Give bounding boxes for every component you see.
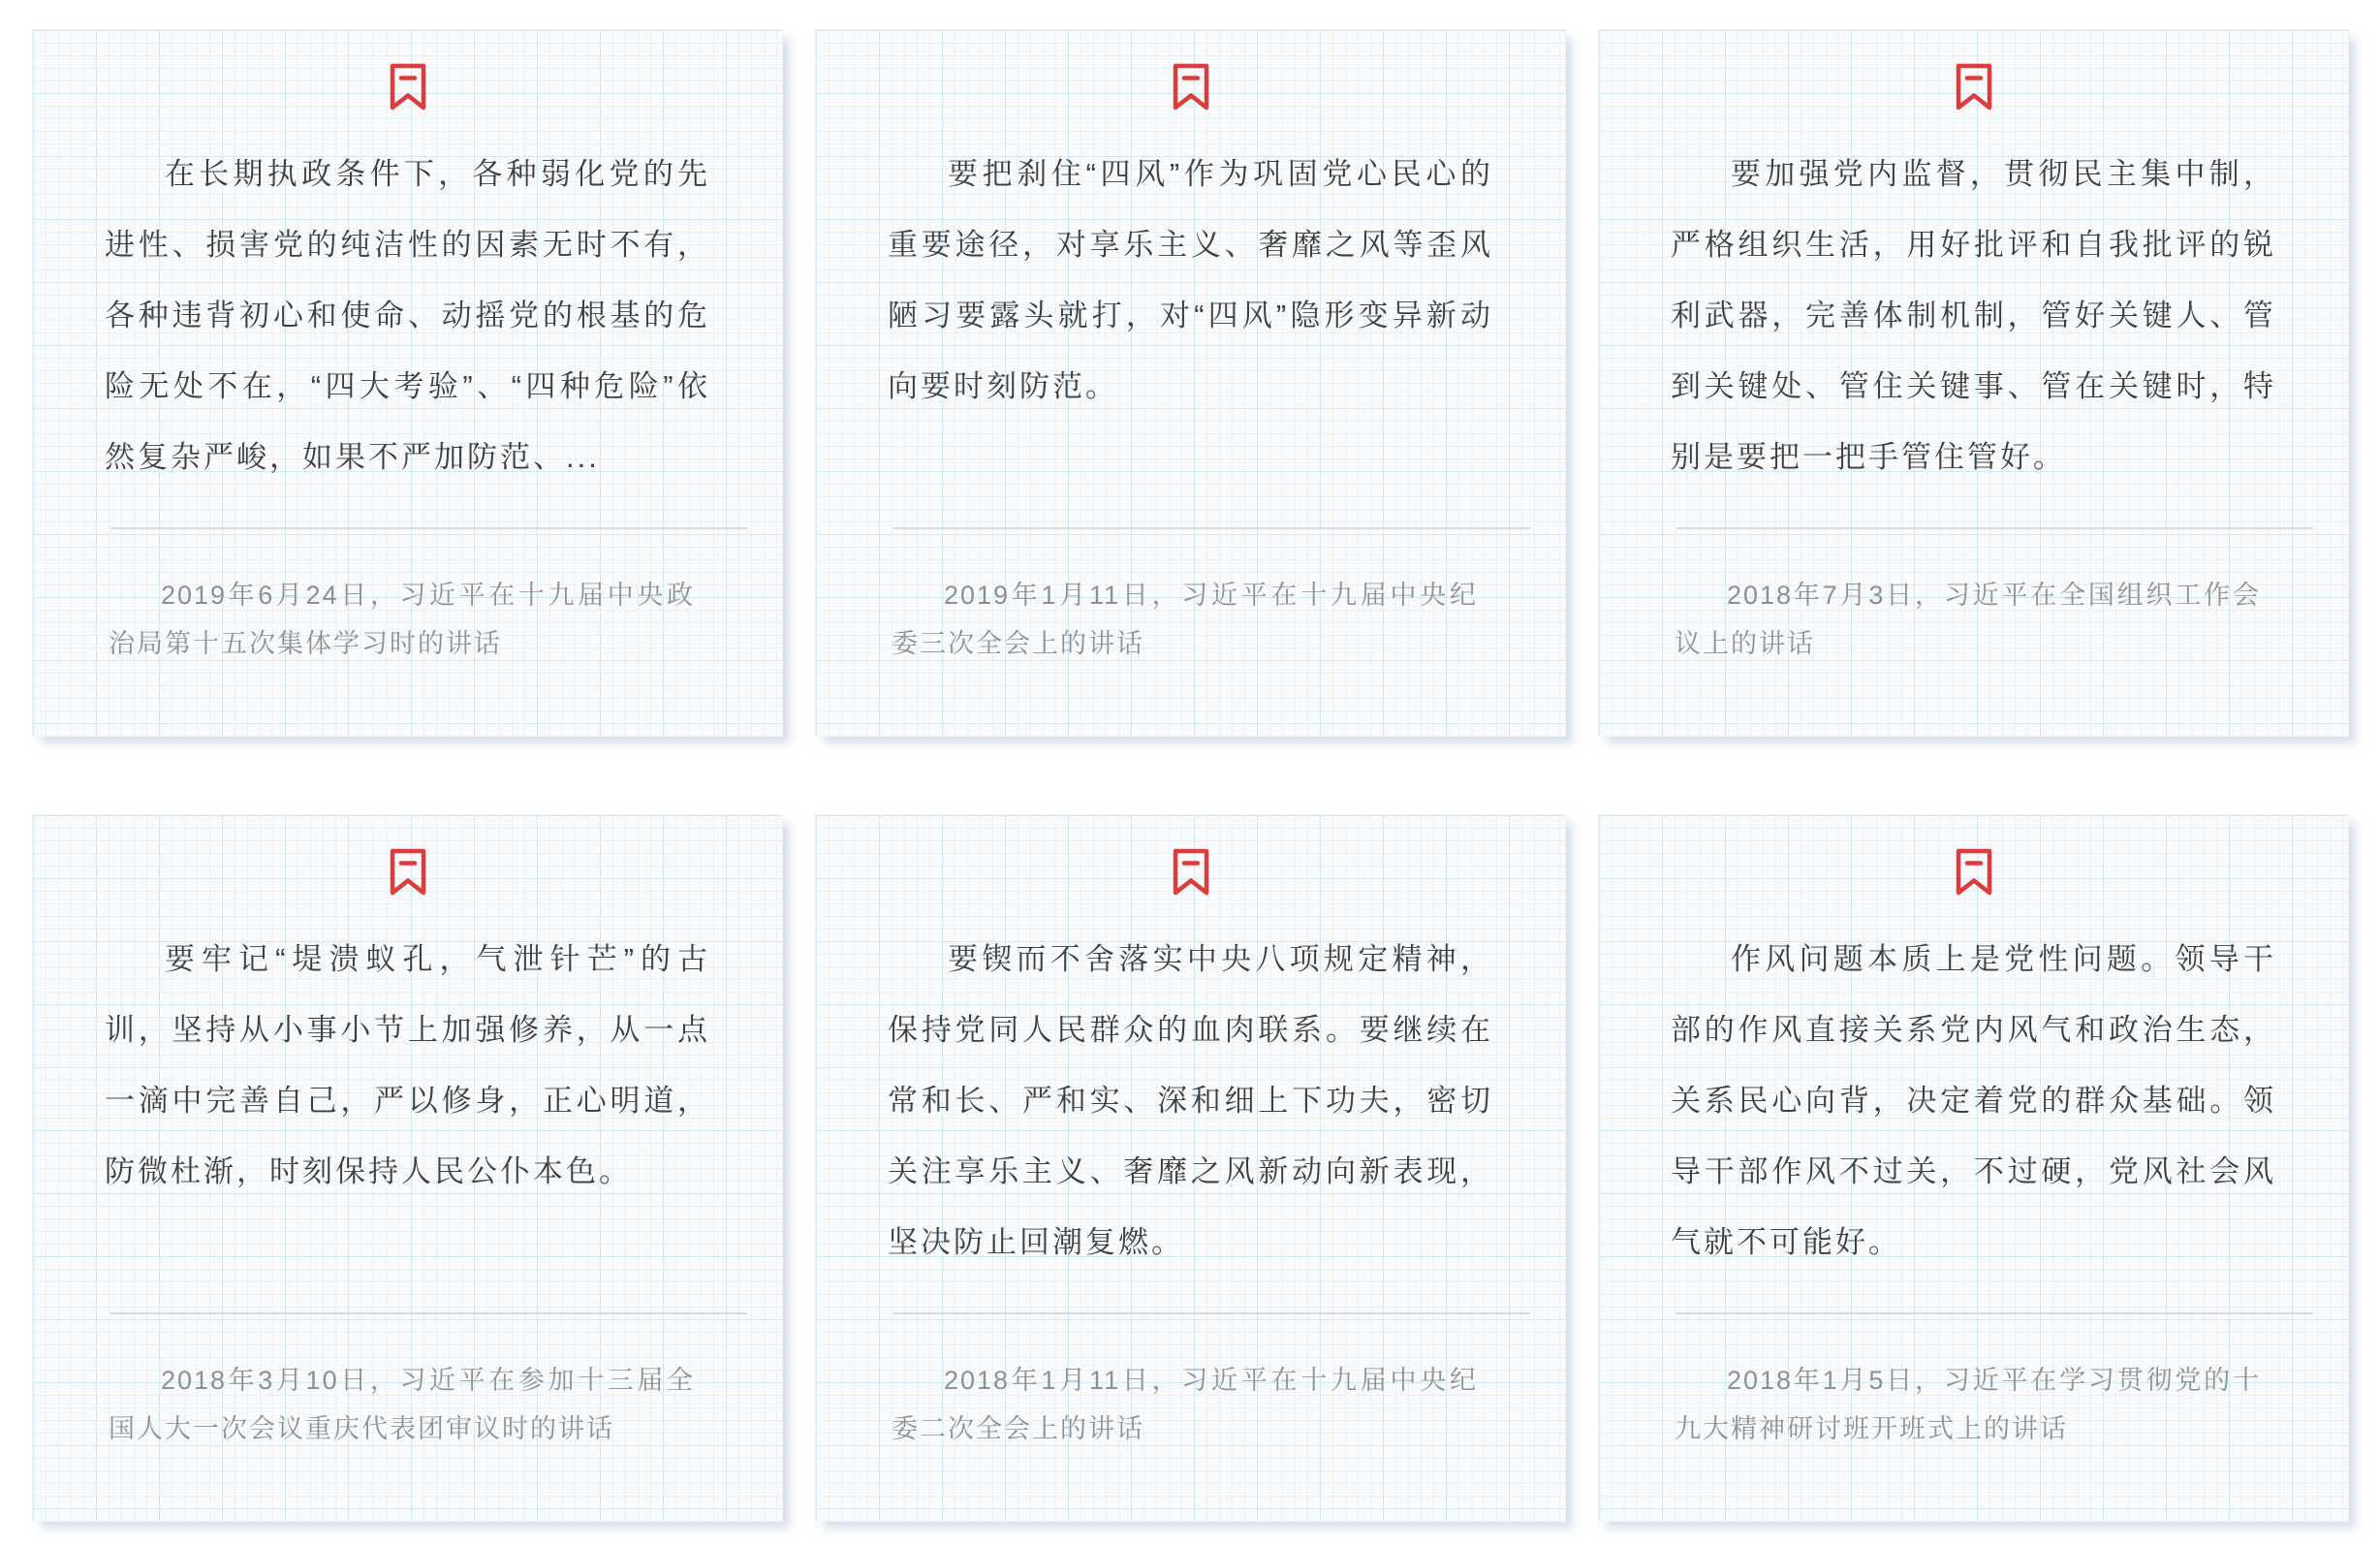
quote-card-1 xyxy=(32,29,783,737)
quote-citation: 2018年3月10日，习近平在参加十三届全国人大一次会议重庆代表团审议时的讲话 xyxy=(109,1366,695,1443)
quote-citation: 2018年1月11日，习近平在十九届中央纪委二次全会上的讲话 xyxy=(892,1366,1478,1443)
divider xyxy=(1676,527,2313,529)
quote-card-4 xyxy=(32,814,783,1522)
divider xyxy=(893,527,1530,529)
quote-text: 要锲而不舍落实中央八项规定精神，保持党同人民群众的血肉联系。要继续在常和长、严和实、深和细上下功夫，密切关注享乐主义、奢靡之风新动向新表现，坚决防止回潮复燃。 xyxy=(888,942,1493,1259)
bookmark-icon xyxy=(33,847,782,898)
bookmark-icon xyxy=(1599,62,2348,112)
bookmark-icon xyxy=(1599,847,2348,898)
divider xyxy=(893,1312,1530,1314)
quote-text: 要加强党内监督，贯彻民主集中制，严格组织生活，用好批评和自我批评的锐利武器，完善体制机制，管好关键人、管到关键处、管住关键事、管在关键时，特别是要把一把手管住管好。 xyxy=(1671,157,2276,474)
quote-text: 要牢记“堤溃蚁孔，气泄针芒”的古训，坚持从小事小节上加强修养，从一点一滴中完善自己，严以修身，正心明道，防微杜渐，时刻保持人民公仆本色。 xyxy=(105,942,710,1188)
quote-card-3 xyxy=(1598,29,2349,737)
quote-citation: 2019年1月11日，习近平在十九届中央纪委三次全会上的讲话 xyxy=(892,581,1478,658)
divider xyxy=(110,527,747,529)
quote-citation: 2018年1月5日，习近平在学习贯彻党的十九大精神研讨班开班式上的讲话 xyxy=(1675,1366,2261,1443)
quote-citation: 2019年6月24日，习近平在十九届中央政治局第十五次集体学习时的讲话 xyxy=(109,581,695,658)
quote-card-6 xyxy=(1598,814,2349,1522)
divider xyxy=(1676,1312,2313,1314)
quote-card-2 xyxy=(815,29,1566,737)
quote-citation: 2018年7月3日，习近平在全国组织工作会议上的讲话 xyxy=(1675,581,2261,658)
quote-text: 在长期执政条件下，各种弱化党的先进性、损害党的纯洁性的因素无时不有，各种违背初心和使命、动摇党的根基的危险无处不在，“四大考验”、“四种危险”依然复杂严峻，如果不严加防范、... xyxy=(105,157,710,474)
bookmark-icon xyxy=(816,847,1565,898)
bookmark-icon xyxy=(816,62,1565,112)
quote-card-5 xyxy=(815,814,1566,1522)
quote-text: 作风问题本质上是党性问题。领导干部的作风直接关系党内风气和政治生态，关系民心向背，决定着党的群众基础。领导干部作风不过关，不过硬，党风社会风气就不可能好。 xyxy=(1671,942,2276,1259)
divider xyxy=(110,1312,747,1314)
quote-text: 要把刹住“四风”作为巩固党心民心的重要途径，对享乐主义、奢靡之风等歪风陋习要露头就打，对“四风”隐形变异新动向要时刻防范。 xyxy=(888,157,1493,403)
bookmark-icon xyxy=(33,62,782,112)
